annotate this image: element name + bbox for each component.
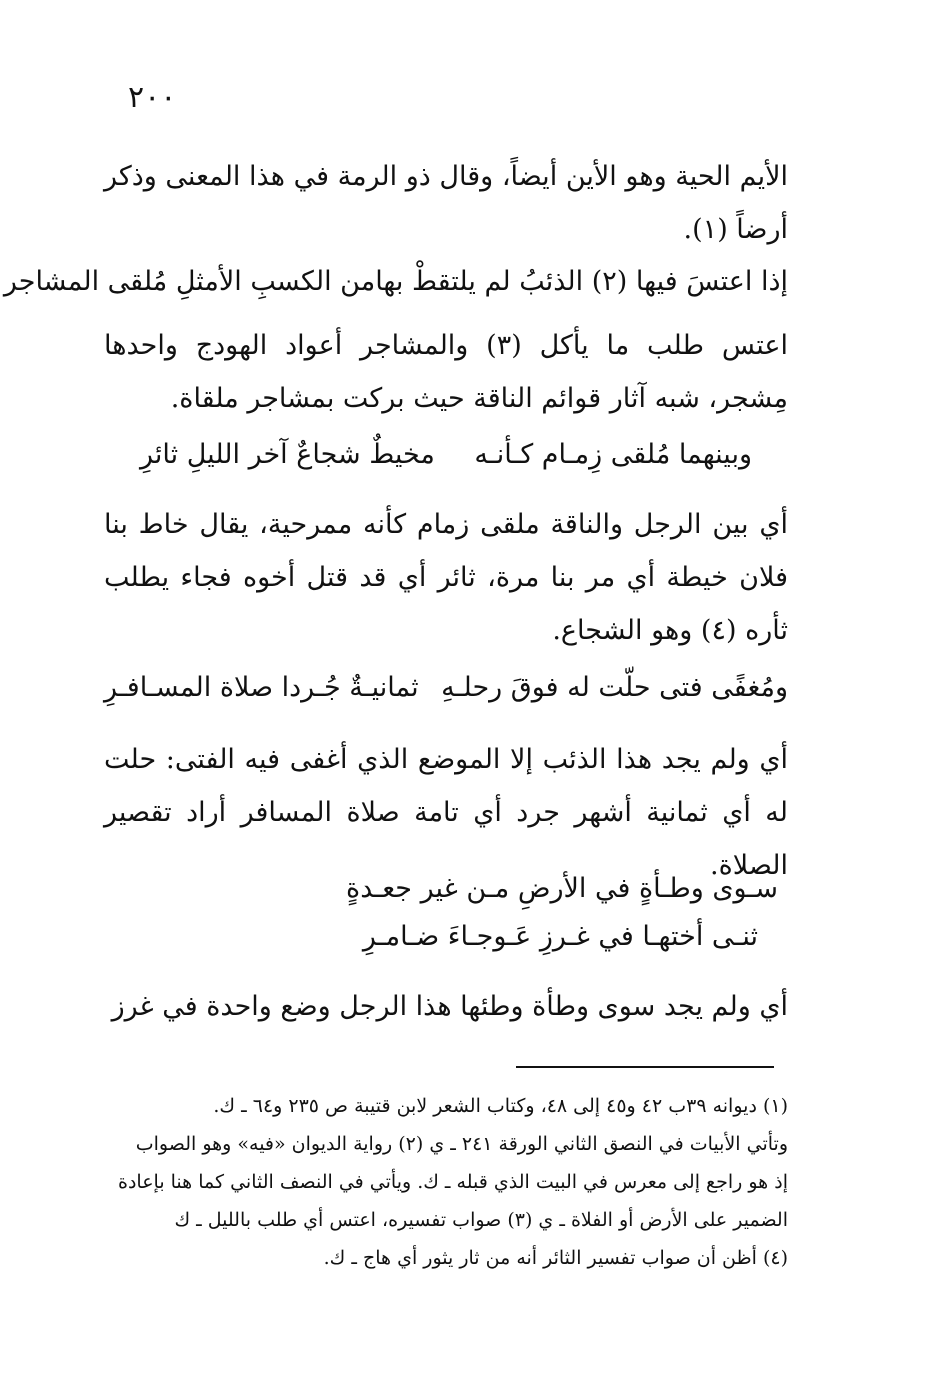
footnote-divider [516,1066,774,1068]
footnote-line: (٤) أظن أن صواب تفسير الثائر أنه من ثار يثور أي هاج ـ ك. [323,1247,788,1269]
verse-2-second-hemistich: مخيطٌ شجاعٌ آخر الليلِ ثائرِ [140,439,435,470]
verse-3-first-hemistich: ومُغفًى فتى حلّت له فوقَ رحلـهِ [441,672,788,703]
paragraph-2: اعتس طلب ما يأكل (٣) والمشاجر أعواد الهودج واحدها مِشجر، شبه آثار قوائم الناقة حيث بركت بمشاجر ملقاة. [104,330,788,414]
footnote-line: الضمير على الأرض أو الفلاة ـ ي (٣) صواب تفسيره، اعتس أي طلب بالليل ـ ك [174,1209,788,1231]
verse-1-first-hemistich: إذا اعتسَ فيها (٢) الذئبُ لم يلتقطْ بها [375,266,788,297]
paragraph-5: أي ولم يجد سوى وطأة وطئها هذا الرجل وضع واحدة في غرز [111,991,788,1022]
verse-3-second-hemistich: ثمانيـةٌ جُـردا صلاة المسـافـرِ [104,672,419,703]
footnote-line: وتأتي الأبيات في النصق الثاني الورقة ٢٤١ ـ ي (٢) رواية الديوان «فيه» وهو الصواب [135,1133,788,1155]
verse-2 [140,430,752,480]
verse-2-first-hemistich: وبينهما مُلقى زِمـام كـأنـه [474,439,752,470]
verse-4-second-hemistich: ثنـى أختهـا في غـرزِ عَـوجـاءَ ضـامـرِ [362,921,758,952]
footnote-line: (١) ديوانه ٣٩ب ٤٢ و٤٥ إلى ٤٨، وكتاب الشعر لابن قتيبة ص ٢٣٥ و٦٤ ـ ك. [213,1095,788,1117]
verse-1-second-hemistich: من الكسبِ الأمثلِ مُلقى المشاجر [3,266,376,297]
page-number: ٢٠٠ [128,80,177,115]
paragraph-3: أي بين الرجل والناقة ملقى زمام كأنه ممرحية، يقال خاط بنا فلان خيطة أي مر بنا مرة، ثائر أي قد قتل أخوه فجاء يطلب ثأره (٤) وهو الشجاع. [104,509,788,646]
verse-1 [3,257,788,307]
paragraph-1: الأيم الحية وهو الأين أيضاً، وقال ذو الرمة في هذا المعنى وذكر أرضاً (١). [104,161,788,245]
verse-3 [104,663,788,713]
paragraph-4: أي ولم يجد هذا الذئب إلا الموضع الذي أغفى فيه الفتى: حلت له أي ثمانية أشهر جرد أي تامة صلاة المسافر أراد تقصير الصلاة. [104,744,788,881]
footnote-line: إذ هو راجع إلى معرس في البيت الذي قبله ـ ك. ويأتي في النصف الثاني كما هنا بإعادة [117,1171,788,1193]
verse-4-first-hemistich: سـوى وطـأةٍ في الأرضِ مـن غير جعـدةٍ [346,873,778,904]
